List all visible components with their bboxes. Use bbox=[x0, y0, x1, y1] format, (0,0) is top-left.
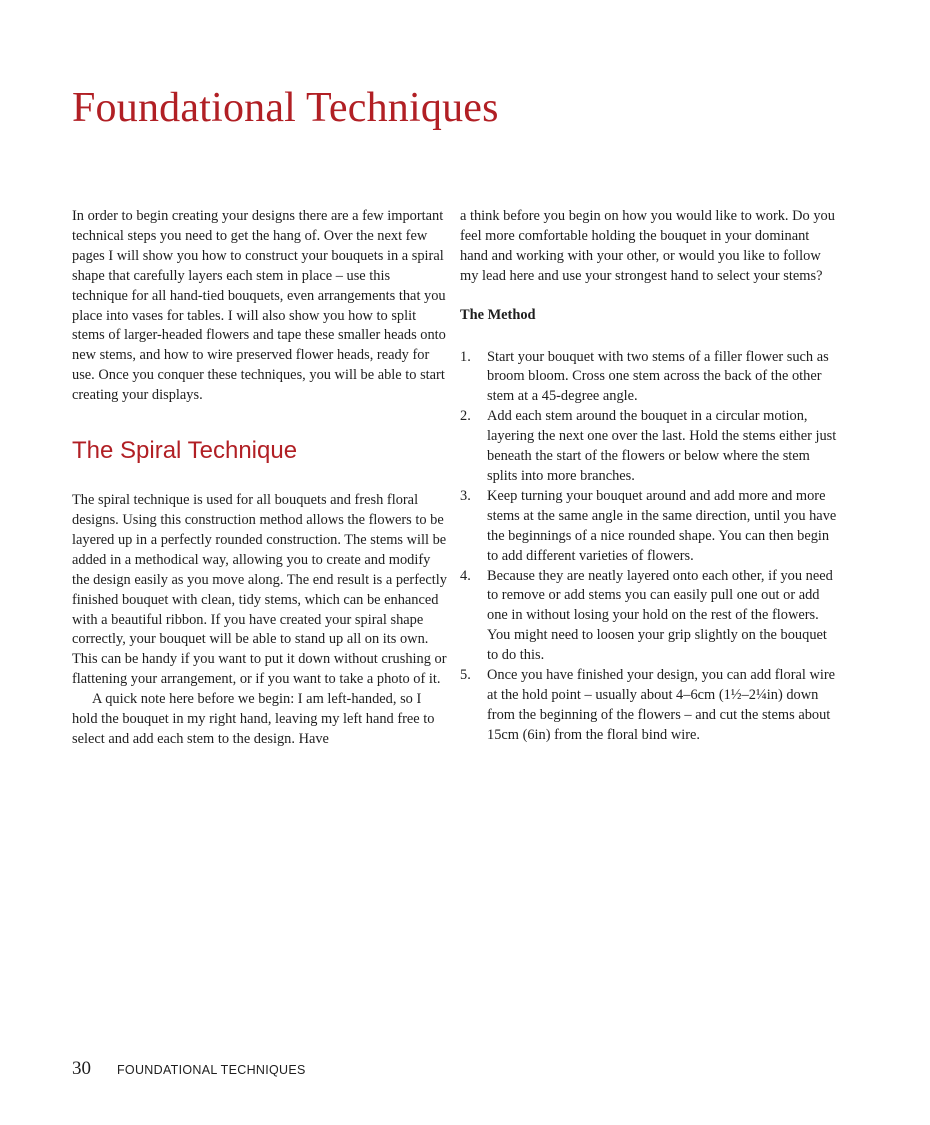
page-footer bbox=[72, 1058, 306, 1080]
step-number: 5. bbox=[460, 667, 471, 684]
method-steps-list bbox=[460, 348, 840, 746]
spiral-technique-heading: The Spiral Technique bbox=[72, 437, 298, 465]
page-title: Foundational Techniques bbox=[72, 85, 499, 131]
step-number: 4. bbox=[460, 567, 471, 584]
step-number: 2. bbox=[460, 408, 471, 425]
intro-paragraph: In order to begin creating your designs there are a few important technical steps you need to get the hang of. Over the next few pages I will show you how to construct your bouquets in a spiral shape that carefully layers each stem in place – use this technique for all hand-tied bouquets, even arrangements that you place into vases for tables. I will also show you how to split stems of larger-headed flowers and tape these smaller heads onto new stems, and how to wire preserved flower heads, ready for use. Once you conquer these techniques, you will be able to start creating your displays. bbox=[72, 208, 446, 404]
step-number: 3. bbox=[460, 487, 471, 504]
method-step bbox=[460, 666, 840, 746]
right-column bbox=[460, 207, 840, 746]
page-number: 30 bbox=[72, 1058, 91, 1079]
running-head: FOUNDATIONAL TECHNIQUES bbox=[117, 1063, 306, 1077]
method-heading: The Method bbox=[460, 306, 536, 323]
step-text: Because they are neatly layered onto each other, if you need to remove or add stems you can easily pull one out or add one in without losing your hold on the rest of the flowers. You might need to loosen your grip slightly on the bouquet to do this. bbox=[487, 567, 833, 664]
step-text: Add each stem around the bouquet in a circular motion, layering the next one over the last. Hold the stems either just beneath the start of the flowers or below where the stem splits into more branches. bbox=[487, 408, 837, 484]
method-step bbox=[460, 567, 840, 667]
step-number: 1. bbox=[460, 348, 471, 365]
spiral-paragraph-2-start: A quick note here before we begin: I am left-handed, so I hold the bouquet in my right hand, leaving my left hand free to select and add each stem to the design. Have bbox=[72, 691, 435, 747]
method-step bbox=[460, 407, 840, 487]
spiral-paragraph-2-end: a think before you begin on how you would like to work. Do you feel more comfortable holding the bouquet in your dominant hand and working with your other, or would you like to follow my lead here and use your strongest hand to select your stems? bbox=[460, 208, 835, 284]
method-step bbox=[460, 348, 840, 408]
left-column bbox=[72, 207, 448, 750]
spiral-paragraph-1: The spiral technique is used for all bouquets and fresh floral designs. Using this construction method allows the flowers to be layered up in a perfectly rounded construction. The stems will be added in a methodical way, allowing you to create and modify the design easily as you move along. The end result is a perfectly finished bouquet with clean, tidy stems, which can be enhanced with a beautiful ribbon. If you have created your spiral shape correctly, your bouquet will be able to stand up all on its own. This can be handy if you want to put it down without crushing or flattening your arrangement, or if you want to take a photo of it. bbox=[72, 492, 447, 688]
step-text: Start your bouquet with two stems of a filler flower such as broom bloom. Cross one stem across the back of the other stem at a 45-degree angle. bbox=[487, 348, 829, 405]
method-step bbox=[460, 487, 840, 567]
step-text: Keep turning your bouquet around and add more and more stems at the same angle in the same direction, until you have the beginnings of a nice rounded shape. You can then begin to add different varieties of flowers. bbox=[487, 487, 837, 564]
step-text: Once you have finished your design, you can add floral wire at the hold point – usually about 4–6cm (1½–2¼in) down from the beginning of the flowers – and cut the stems about 15cm (6in) from the floral bind wire. bbox=[487, 667, 836, 743]
